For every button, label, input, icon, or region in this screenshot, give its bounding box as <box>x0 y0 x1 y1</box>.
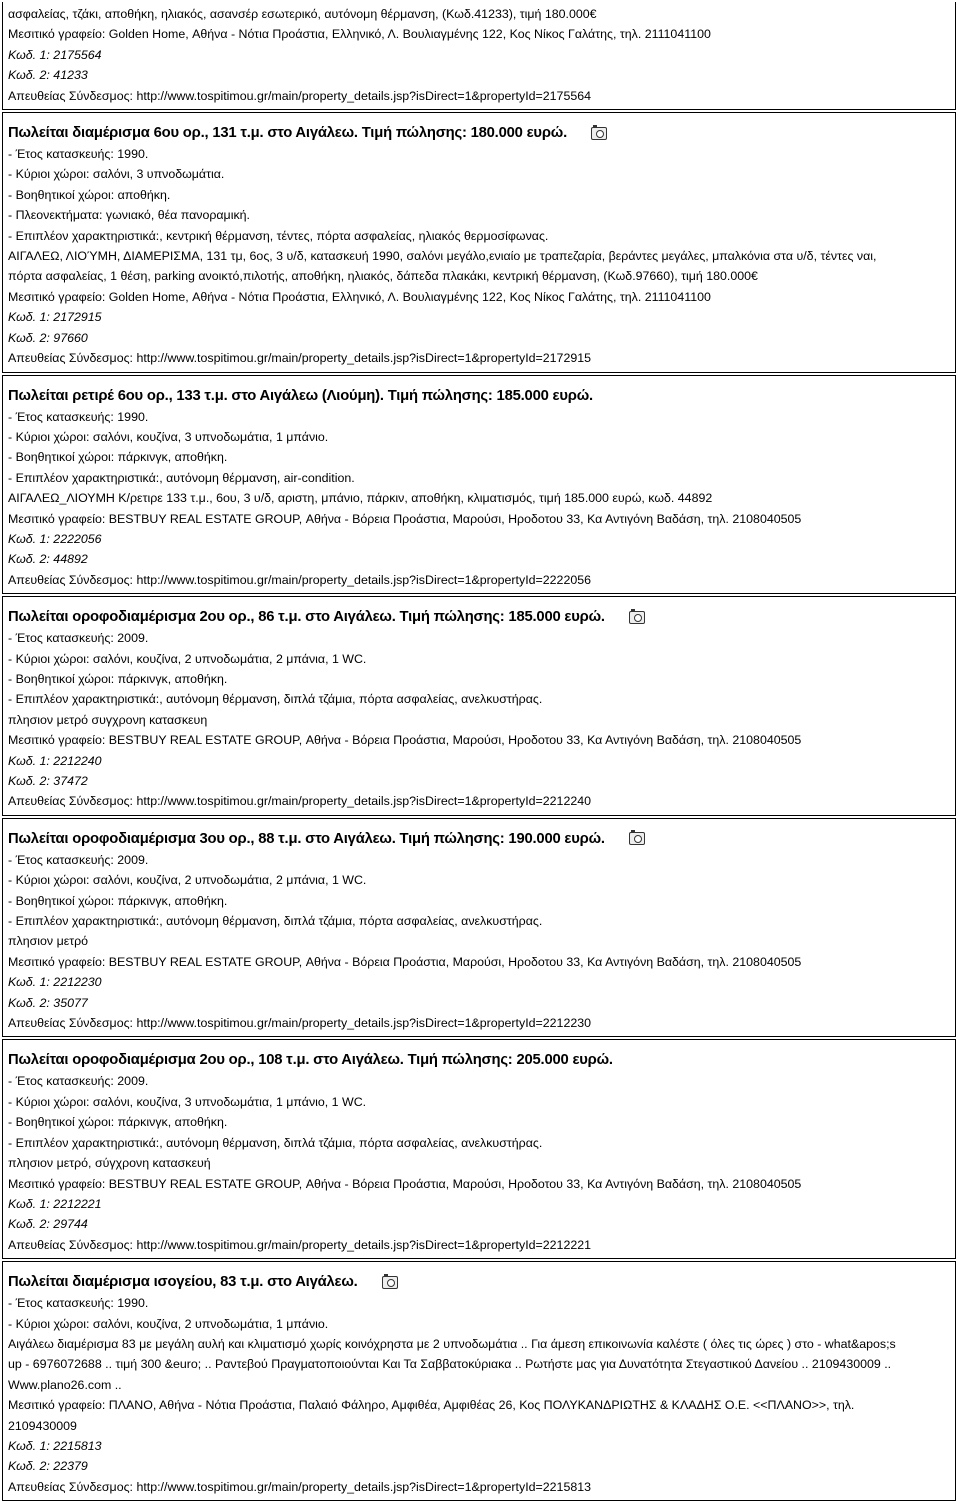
direct-link[interactable]: Απευθείας Σύνδεσμος: http://www.tospitimou.gr/main/property_details.jsp?isDirect=1&propertyId=2172915 <box>8 351 592 366</box>
listing-detail-line: Www.plano26.com .. <box>8 1377 122 1392</box>
listing-detail-line: - Κύριοι χώροι: σαλόνι, κουζίνα, 2 υπνοδωμάτια, 2 μπάνια, 1 WC. <box>8 651 367 666</box>
listing-detail-line: 2109430009 <box>8 1418 77 1433</box>
listing-detail-line: - Επιπλέον χαρακτηριστικά:, αυτόνομη θέρμανση, διπλά τζάμια, πόρτα ασφαλείας, ανελκυστήρας. <box>8 1135 543 1150</box>
listing-box <box>2 596 956 816</box>
listing-box <box>2 112 956 372</box>
listing-title-text: Πωλείται διαμέρισμα ισογείου, 83 τ.μ. στο Αιγάλεω. <box>8 1274 358 1291</box>
camera-icon[interactable] <box>591 127 607 140</box>
listing-title <box>8 1049 950 1071</box>
listing-detail-line: ασφαλείας, τζάκι, αποθήκη, ηλιακός, ασανσέρ εσωτερικό, αυτόνομη θέρμανση, (Κωδ.41233), τιμή 180.000€ <box>8 7 597 21</box>
direct-link[interactable]: Απευθείας Σύνδεσμος: http://www.tospitimou.gr/main/property_details.jsp?isDirect=1&propertyId=2222056 <box>8 572 592 587</box>
listing-box <box>2 1261 956 1501</box>
listing-code1: Κωδ. 1: 2215813 <box>8 1438 102 1453</box>
listing-detail-line: πλησιον μετρό συγχρονη κατασκευη <box>8 712 208 727</box>
listing-detail-line: - Έτος κατασκευής: 2009. <box>8 1074 149 1089</box>
listing-detail-line: Μεσιτικό γραφείο: Golden Home, Αθήνα - Νότια Προάστια, Ελληνικό, Λ. Βουλιαγμένης 122, Κος Νίκος Γαλάτης, τηλ. 2111041100 <box>8 27 711 42</box>
listing-code2: Κωδ. 2: 41233 <box>8 68 88 83</box>
listing-detail-line: πόρτα ασφαλείας, 1 θέση, parking ανοικτό,πιλοτής, αποθήκη, ηλιακός, δάπεδα πλακάκι, κεντρική θέρμανση, (Κωδ.97660), τιμή 180.000€ <box>8 269 758 284</box>
listing-detail-line: - Επιπλέον χαρακτηριστικά:, αυτόνομη θέρμανση, διπλά τζάμια, πόρτα ασφαλείας, ανελκυστήρας. <box>8 914 543 929</box>
listing-detail-line: - Έτος κατασκευής: 2009. <box>8 852 149 867</box>
listing-code1: Κωδ. 1: 2172915 <box>8 310 102 325</box>
listing-box <box>2 818 956 1038</box>
listing-detail-line: - Βοηθητικοί χώροι: πάρκινγκ, αποθήκη. <box>8 893 228 908</box>
listing-detail-line: Μεσιτικό γραφείο: Golden Home, Αθήνα - Νότια Προάστια, Ελληνικό, Λ. Βουλιαγμένης 122, Κος Νίκος Γαλάτης, τηλ. 2111041100 <box>8 289 711 304</box>
direct-link[interactable]: Απευθείας Σύνδεσμος: http://www.tospitimou.gr/main/property_details.jsp?isDirect=1&propertyId=2175564 <box>8 88 592 103</box>
listing-detail-line: - Επιπλέον χαρακτηριστικά:, κεντρική θέρμανση, τέντες, πόρτα ασφαλείας, ηλιακός θερμοσίφωνας. <box>8 228 549 243</box>
listing-detail-line: - Βοηθητικοί χώροι: αποθήκη. <box>8 187 171 202</box>
direct-link[interactable]: Απευθείας Σύνδεσμος: http://www.tospitimou.gr/main/property_details.jsp?isDirect=1&propertyId=2212230 <box>8 1016 592 1031</box>
listing-box <box>2 2 956 110</box>
listing-detail-line: - Κύριοι χώροι: σαλόνι, κουζίνα, 3 υπνοδωμάτια, 1 μπάνιο, 1 WC. <box>8 1094 367 1109</box>
listing-detail-line: Μεσιτικό γραφείο: BESTBUY REAL ESTATE GROUP, Αθήνα - Βόρεια Προάστια, Μαρούσι, Ηροδοτου 33, Κα Αντιγόνη Βαδάση, τηλ. 2108040505 <box>8 733 802 748</box>
camera-icon[interactable] <box>382 1276 398 1289</box>
listing-title <box>8 828 950 850</box>
listing-detail-line: - Κύριοι χώροι: σαλόνι, κουζίνα, 2 υπνοδωμάτια, 2 μπάνια, 1 WC. <box>8 873 367 888</box>
listing-detail-line: - Βοηθητικοί χώροι: πάρκινγκ, αποθήκη. <box>8 671 228 686</box>
listing-detail-line: - Έτος κατασκευής: 1990. <box>8 409 149 424</box>
listing-title-text: Πωλείται οροφοδιαμέρισμα 3ου ορ., 88 τ.μ. στο Αιγάλεω. Τιμή πώλησης: 190.000 ευρώ. <box>8 830 605 847</box>
listing-detail-line: - Κύριοι χώροι: σαλόνι, κουζίνα, 2 υπνοδωμάτια, 1 μπάνιο. <box>8 1316 329 1331</box>
listing-detail-line: Μεσιτικό γραφείο: BESTBUY REAL ESTATE GROUP, Αθήνα - Βόρεια Προάστια, Μαρούσι, Ηροδοτου 33, Κα Αντιγόνη Βαδάση, τηλ. 2108040505 <box>8 954 802 969</box>
listing-detail-line: Μεσιτικό γραφείο: BESTBUY REAL ESTATE GROUP, Αθήνα - Βόρεια Προάστια, Μαρούσι, Ηροδοτου 33, Κα Αντιγόνη Βαδάση, τηλ. 2108040505 <box>8 511 802 526</box>
listing-code2: Κωδ. 2: 22379 <box>8 1459 88 1474</box>
listing-detail-line: Μεσιτικό γραφείο: ΠΛΑΝΟ, Αθήνα - Νότια Προάστια, Παλαιό Φάληρο, Αμφιθέα, Αμφιθέας 26, Κος ΠΟΛΥΚΑΝΔΡΙΩΤΗΣ & ΚΛΑΔΗΣ Ο.Ε. <<ΠΛΑΝΟ>>, τηλ. <box>8 1398 855 1413</box>
direct-link[interactable]: Απευθείας Σύνδεσμος: http://www.tospitimou.gr/main/property_details.jsp?isDirect=1&propertyId=2212221 <box>8 1237 592 1252</box>
listing-title-text: Πωλείται διαμέρισμα 6ου ορ., 131 τ.μ. στο Αιγάλεω. Τιμή πώλησης: 180.000 ευρώ. <box>8 125 567 142</box>
direct-link[interactable]: Απευθείας Σύνδεσμος: http://www.tospitimou.gr/main/property_details.jsp?isDirect=1&propertyId=2215813 <box>8 1479 592 1494</box>
listing-detail-line: - Κύριοι χώροι: σαλόνι, κουζίνα, 3 υπνοδωμάτια, 1 μπάνιο. <box>8 429 329 444</box>
listing-detail-line: up - 6976072688 .. τιμή 300 &euro; .. Ραντεβού Πραγματοποιούνται Και Τα Σαββατοκύριακα .. Ρωτήστε μας για Δυνατότητα Στεγαστικού Δανείου .. 2109430009 .. <box>8 1357 892 1372</box>
listing-detail-line: Αιγάλεω διαμέρισμα 83 με μεγάλη αυλή και κλιματισμό χωρίς κοινόχρηστα με 2 υπνοδωμάτια .. Για άμεση επικοινωνία καλέστε ( όλες τις ώρες ) στο - what&apos;s <box>8 1336 896 1351</box>
listing-detail-line: - Έτος κατασκευής: 2009. <box>8 631 149 646</box>
listing-detail-line: - Βοηθητικοί χώροι: πάρκινγκ, αποθήκη. <box>8 1115 228 1130</box>
listing-code1: Κωδ. 1: 2175564 <box>8 47 102 62</box>
listing-detail-line: ΑΙΓΑΛΕΩ_ΛΙΟΥΜΗ Κ/ρετιρε 133 τ.μ., 6ου, 3 υ/δ, αριστη, μπάνιο, πάρκιν, αποθήκη, κλιματισμός, τιμή 185.000 ευρώ, κωδ. 44892 <box>8 491 713 506</box>
listing-title-text: Πωλείται οροφοδιαμέρισμα 2ου ορ., 108 τ.μ. στο Αιγάλεω. Τιμή πώλησης: 205.000 ευρώ. <box>8 1052 613 1069</box>
listing-code2: Κωδ. 2: 37472 <box>8 774 88 788</box>
listing-code1: Κωδ. 1: 2212221 <box>8 1196 102 1211</box>
listing-code2: Κωδ. 2: 97660 <box>8 330 88 345</box>
listing-title <box>8 385 950 407</box>
direct-link[interactable]: Απευθείας Σύνδεσμος: http://www.tospitimou.gr/main/property_details.jsp?isDirect=1&propertyId=2212240 <box>8 794 592 809</box>
listings-page <box>2 2 956 1503</box>
listing-title <box>8 606 950 628</box>
listing-title-text: Πωλείται ρετιρέ 6ου ορ., 133 τ.μ. στο Αιγάλεω (Λιούμη). Τιμή πώλησης: 185.000 ευρώ. <box>8 387 593 404</box>
listing-title <box>8 122 950 144</box>
listing-code1: Κωδ. 1: 2222056 <box>8 531 102 546</box>
listing-detail-line: - Έτος κατασκευής: 1990. <box>8 1296 149 1311</box>
listing-detail-line: - Έτος κατασκευής: 1990. <box>8 147 149 162</box>
listing-detail-line: πλησιον μετρό <box>8 934 89 949</box>
listing-detail-line: - Κύριοι χώροι: σαλόνι, 3 υπνοδωμάτια. <box>8 167 225 182</box>
listing-detail-line: Μεσιτικό γραφείο: BESTBUY REAL ESTATE GROUP, Αθήνα - Βόρεια Προάστια, Μαρούσι, Ηροδοτου 33, Κα Αντιγόνη Βαδάση, τηλ. 2108040505 <box>8 1176 802 1191</box>
camera-icon[interactable] <box>629 832 645 845</box>
listing-title <box>8 1271 950 1293</box>
listing-code2: Κωδ. 2: 29744 <box>8 1217 88 1232</box>
listing-detail-line: - Επιπλέον χαρακτηριστικά:, αυτόνομη θέρμανση, air-condition. <box>8 470 355 485</box>
listing-box <box>2 375 956 595</box>
listing-title-text: Πωλείται οροφοδιαμέρισμα 2ου ορ., 86 τ.μ. στο Αιγάλεω. Τιμή πώλησης: 185.000 ευρώ. <box>8 609 605 626</box>
listing-detail-line: - Επιπλέον χαρακτηριστικά:, αυτόνομη θέρμανση, διπλά τζάμια, πόρτα ασφαλείας, ανελκυστήρας. <box>8 692 543 707</box>
listing-code2: Κωδ. 2: 44892 <box>8 552 88 567</box>
listing-code1: Κωδ. 1: 2212230 <box>8 975 102 990</box>
listing-detail-line: - Βοηθητικοί χώροι: πάρκινγκ, αποθήκη. <box>8 450 228 465</box>
listing-detail-line: πλησιον μετρό, σύγχρονη κατασκευή <box>8 1156 211 1171</box>
camera-icon[interactable] <box>629 611 645 624</box>
listing-box <box>2 1039 956 1259</box>
listing-code2: Κωδ. 2: 35077 <box>8 995 88 1010</box>
listing-detail-line: - Πλεονεκτήματα: γωνιακό, θέα πανοραμική. <box>8 208 250 223</box>
listing-code1: Κωδ. 1: 2212240 <box>8 753 102 768</box>
listing-detail-line: ΑΙΓΑΛΕΩ, ΛΙΟΎΜΗ, ΔΙΑΜΕΡΙΣΜΑ, 131 τμ, 6ος, 3 υ/δ, κατασκευή 1990, σαλόνι μεγάλο,ενιαίο με τραπεζαρία, βεράντες μεγάλες, μπαλκόνια στα υ/δ, τέντες ναι, <box>8 249 877 264</box>
